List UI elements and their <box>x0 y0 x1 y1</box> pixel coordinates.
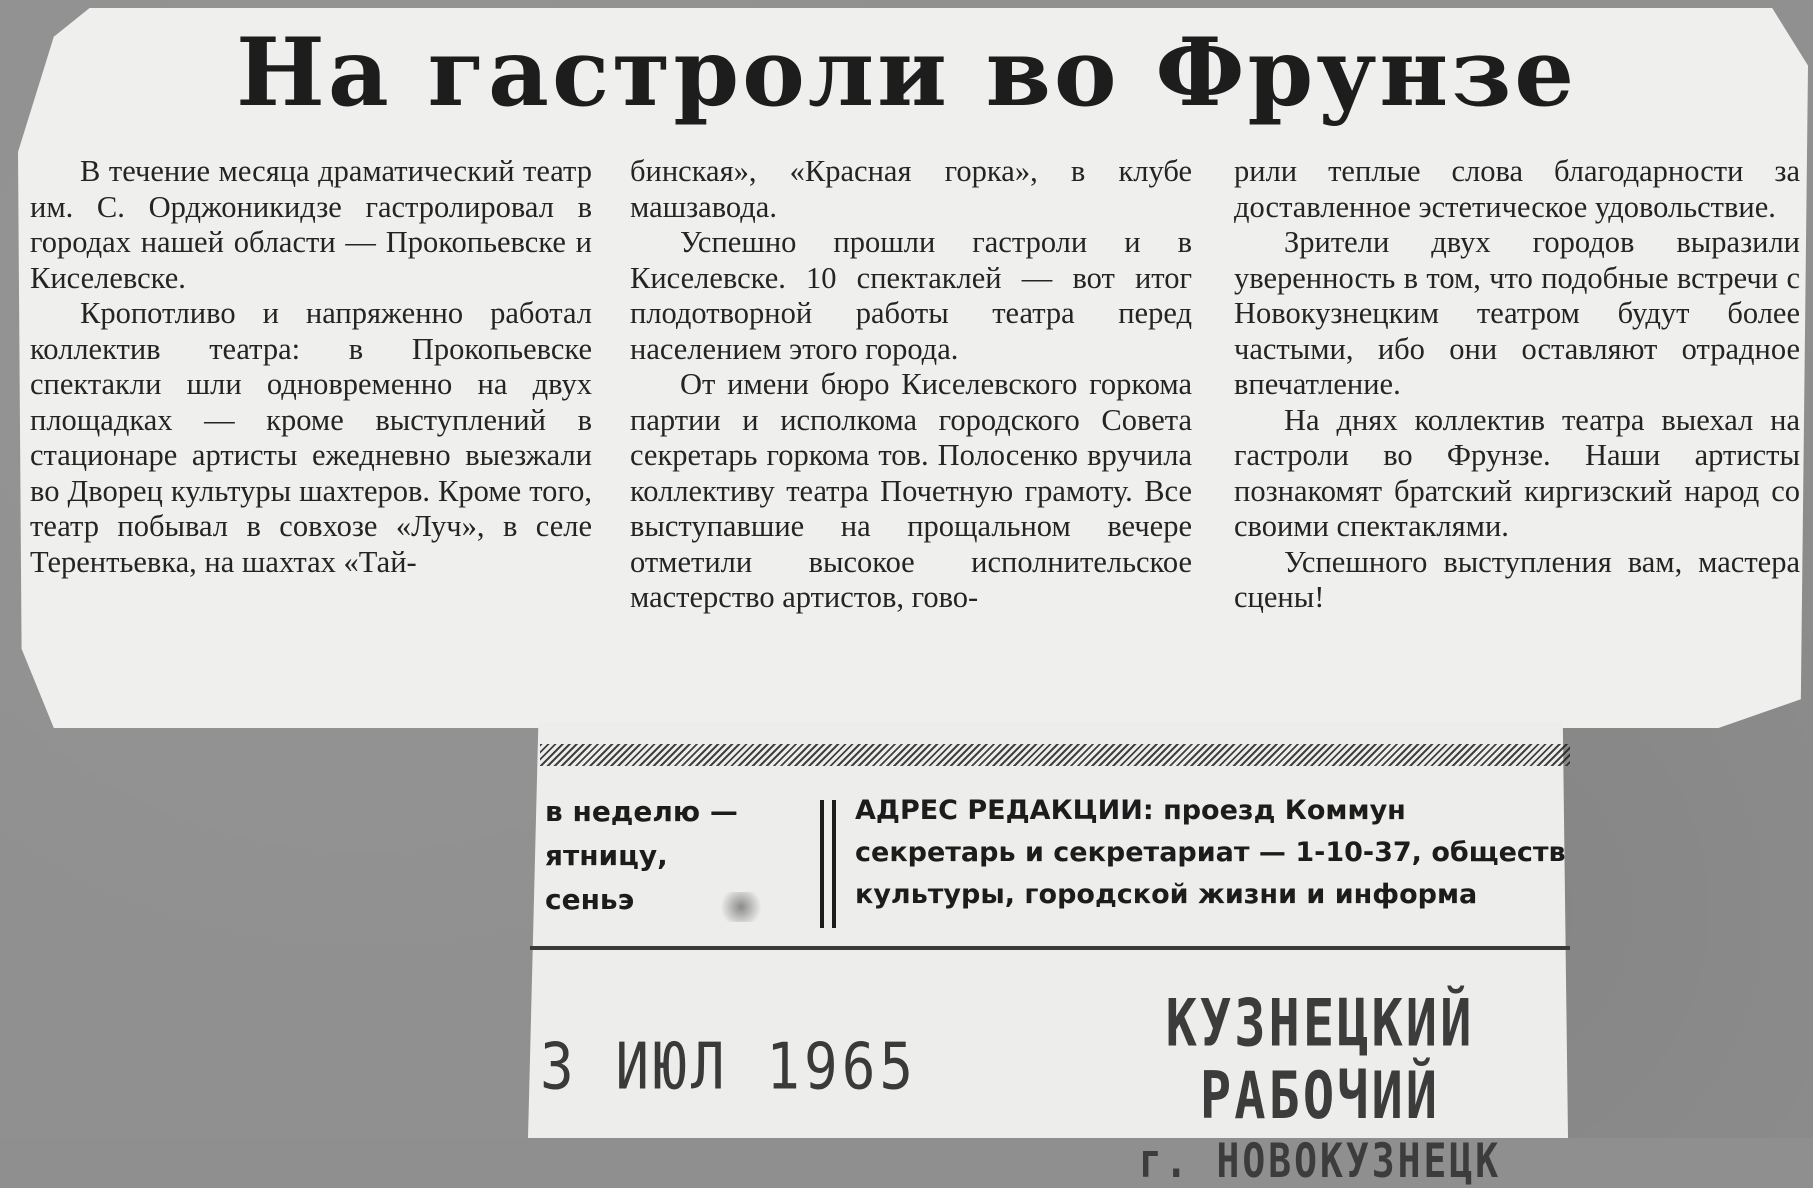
paragraph: Успешно прошли гастроли и в Киселевске. 10 спектаклей — вот итог плодотворной работы театра перед населением этого города. <box>630 225 1192 366</box>
paragraph: От имени бюро Киселевского горкома партии и исполкома городского Совета секретарь горкома тов. Полосенко вручила коллективу театра Почетную грамоту. Все выступавшие на прощальном вечере отметили высокое исполнительское мастерство артистов, гово- <box>630 367 1192 614</box>
imprint-bottom-rule <box>530 946 1570 950</box>
paragraph: Успешного выступления вам, мастера сцены! <box>1234 544 1800 614</box>
imprint-line: секретарь и секретариат — 1-10-37, обществ <box>855 837 1566 868</box>
paragraph: В течение месяца драматический театр им. С. Орджоникидзе гастролировал в городах нашей области — Прокопьевске и Киселевске. <box>30 154 592 295</box>
article-column-3 <box>1234 154 1800 616</box>
paragraph: На днях коллектив театра выехал на гастроли во Фрунзе. Наши артисты познакомят братский киргизский народ со своими спектаклями. <box>1234 402 1800 543</box>
article-headline: На гастроли во Фрунзе <box>236 18 1577 128</box>
imprint-schedule <box>545 790 805 922</box>
paragraph: рили теплые слова благодарности за доставленное эстетическое удовольствие. <box>1234 154 1800 224</box>
imprint-divider <box>820 800 824 928</box>
article-column-2 <box>630 154 1192 616</box>
imprint-divider <box>832 800 836 928</box>
paragraph: бинская», «Красная горка», в клубе машзавода. <box>630 154 1192 224</box>
article-column-1 <box>30 154 592 580</box>
imprint-line: АДРЕС РЕДАКЦИИ: проезд Коммун <box>855 795 1406 826</box>
hatched-divider <box>540 744 1570 766</box>
imprint-line: культуры, городской жизни и информа <box>855 879 1478 910</box>
newspaper-city: г. НОВОКУЗНЕЦК <box>1138 1133 1502 1188</box>
date-stamp: 3 ИЮЛ 1965 <box>540 1030 918 1105</box>
paragraph: Кропотливо и напряженно работал коллектив театра: в Прокопьевске спектакли шли одновременно на двух площадках — кроме выступлений в стационаре артисты ежедневно выезжали во Дворец культуры шахтеров. Кроме того, театр побывал в совхозе «Луч», в селе Терентьевка, на шахтах «Тай- <box>30 296 592 579</box>
ink-smudge <box>716 892 766 922</box>
imprint-line: ятницу, <box>545 839 668 872</box>
newspaper-name: КУЗНЕЦКИЙ РАБОЧИЙ <box>1165 986 1475 1135</box>
imprint-line: сеньэ <box>545 883 635 916</box>
imprint-line: в неделю — <box>545 795 738 828</box>
imprint-address <box>855 790 1573 916</box>
newspaper-stamp <box>1070 988 1570 1188</box>
paragraph: Зрители двух городов выразили уверенность в том, что подобные встречи с Новокузнецким театром будут более частыми, ибо они оставляют отрадное впечатление. <box>1234 225 1800 401</box>
